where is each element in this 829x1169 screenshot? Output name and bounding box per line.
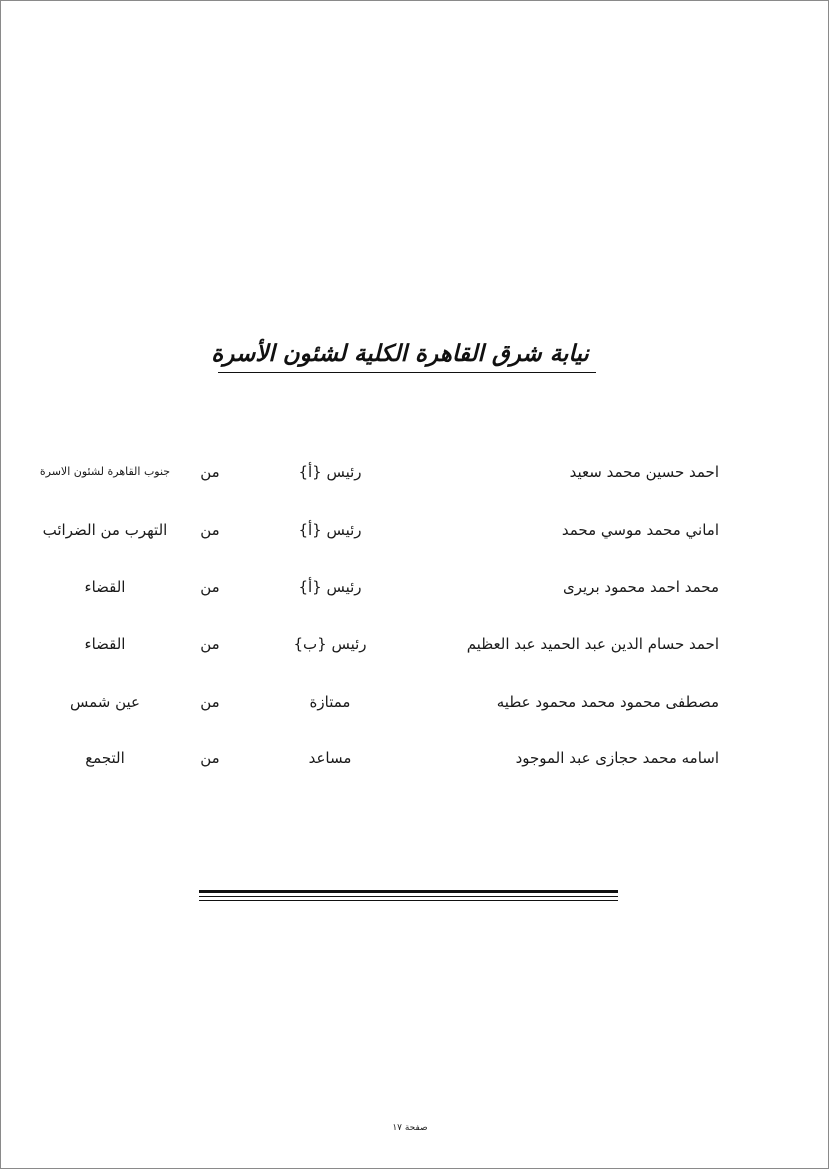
origin: التهرب من الضرائب (42, 521, 168, 539)
member-name: اسامه محمد حجازى عبد الموجود (515, 749, 719, 767)
section-divider (199, 900, 618, 901)
from-label: من (200, 693, 220, 711)
member-name: اماني محمد موسي محمد (561, 521, 719, 539)
table-row (0, 684, 829, 720)
table-row (0, 740, 829, 776)
title-underline (218, 372, 596, 373)
origin: القضاء (84, 578, 126, 596)
document-title: نيابة شرق القاهرة الكلية لشئون الأسرة (211, 341, 589, 367)
table-row (0, 454, 829, 490)
page-number: صفحة ١٧ (392, 1123, 428, 1133)
table-row (0, 569, 829, 605)
member-name: احمد حسين محمد سعيد (569, 463, 719, 481)
table-row (0, 626, 829, 662)
member-name: احمد حسام الدين عبد الحميد عبد العظيم (466, 635, 719, 653)
origin: القضاء (84, 635, 126, 653)
from-label: من (200, 463, 220, 481)
origin: عين شمس (69, 693, 141, 711)
from-label: من (200, 578, 220, 596)
member-rank: رئيس {أ} (298, 521, 362, 539)
member-rank: رئيس {أ} (298, 578, 362, 596)
origin: جنوب القاهرة لشئون الاسرة (39, 465, 171, 478)
from-label: من (200, 635, 220, 653)
section-divider (199, 890, 618, 893)
member-rank: مساعد (308, 749, 352, 767)
from-label: من (200, 749, 220, 767)
member-name: مصطفى محمود محمد محمود عطيه (496, 693, 719, 711)
origin: التجمع (85, 749, 125, 767)
member-name: محمد احمد محمود بريرى (562, 578, 719, 596)
member-rank: رئيس {أ} (298, 463, 362, 481)
section-divider (199, 896, 618, 897)
from-label: من (200, 521, 220, 539)
table-row (0, 512, 829, 548)
member-rank: ممتازة (309, 693, 351, 711)
member-rank: رئيس {ب} (293, 635, 367, 653)
